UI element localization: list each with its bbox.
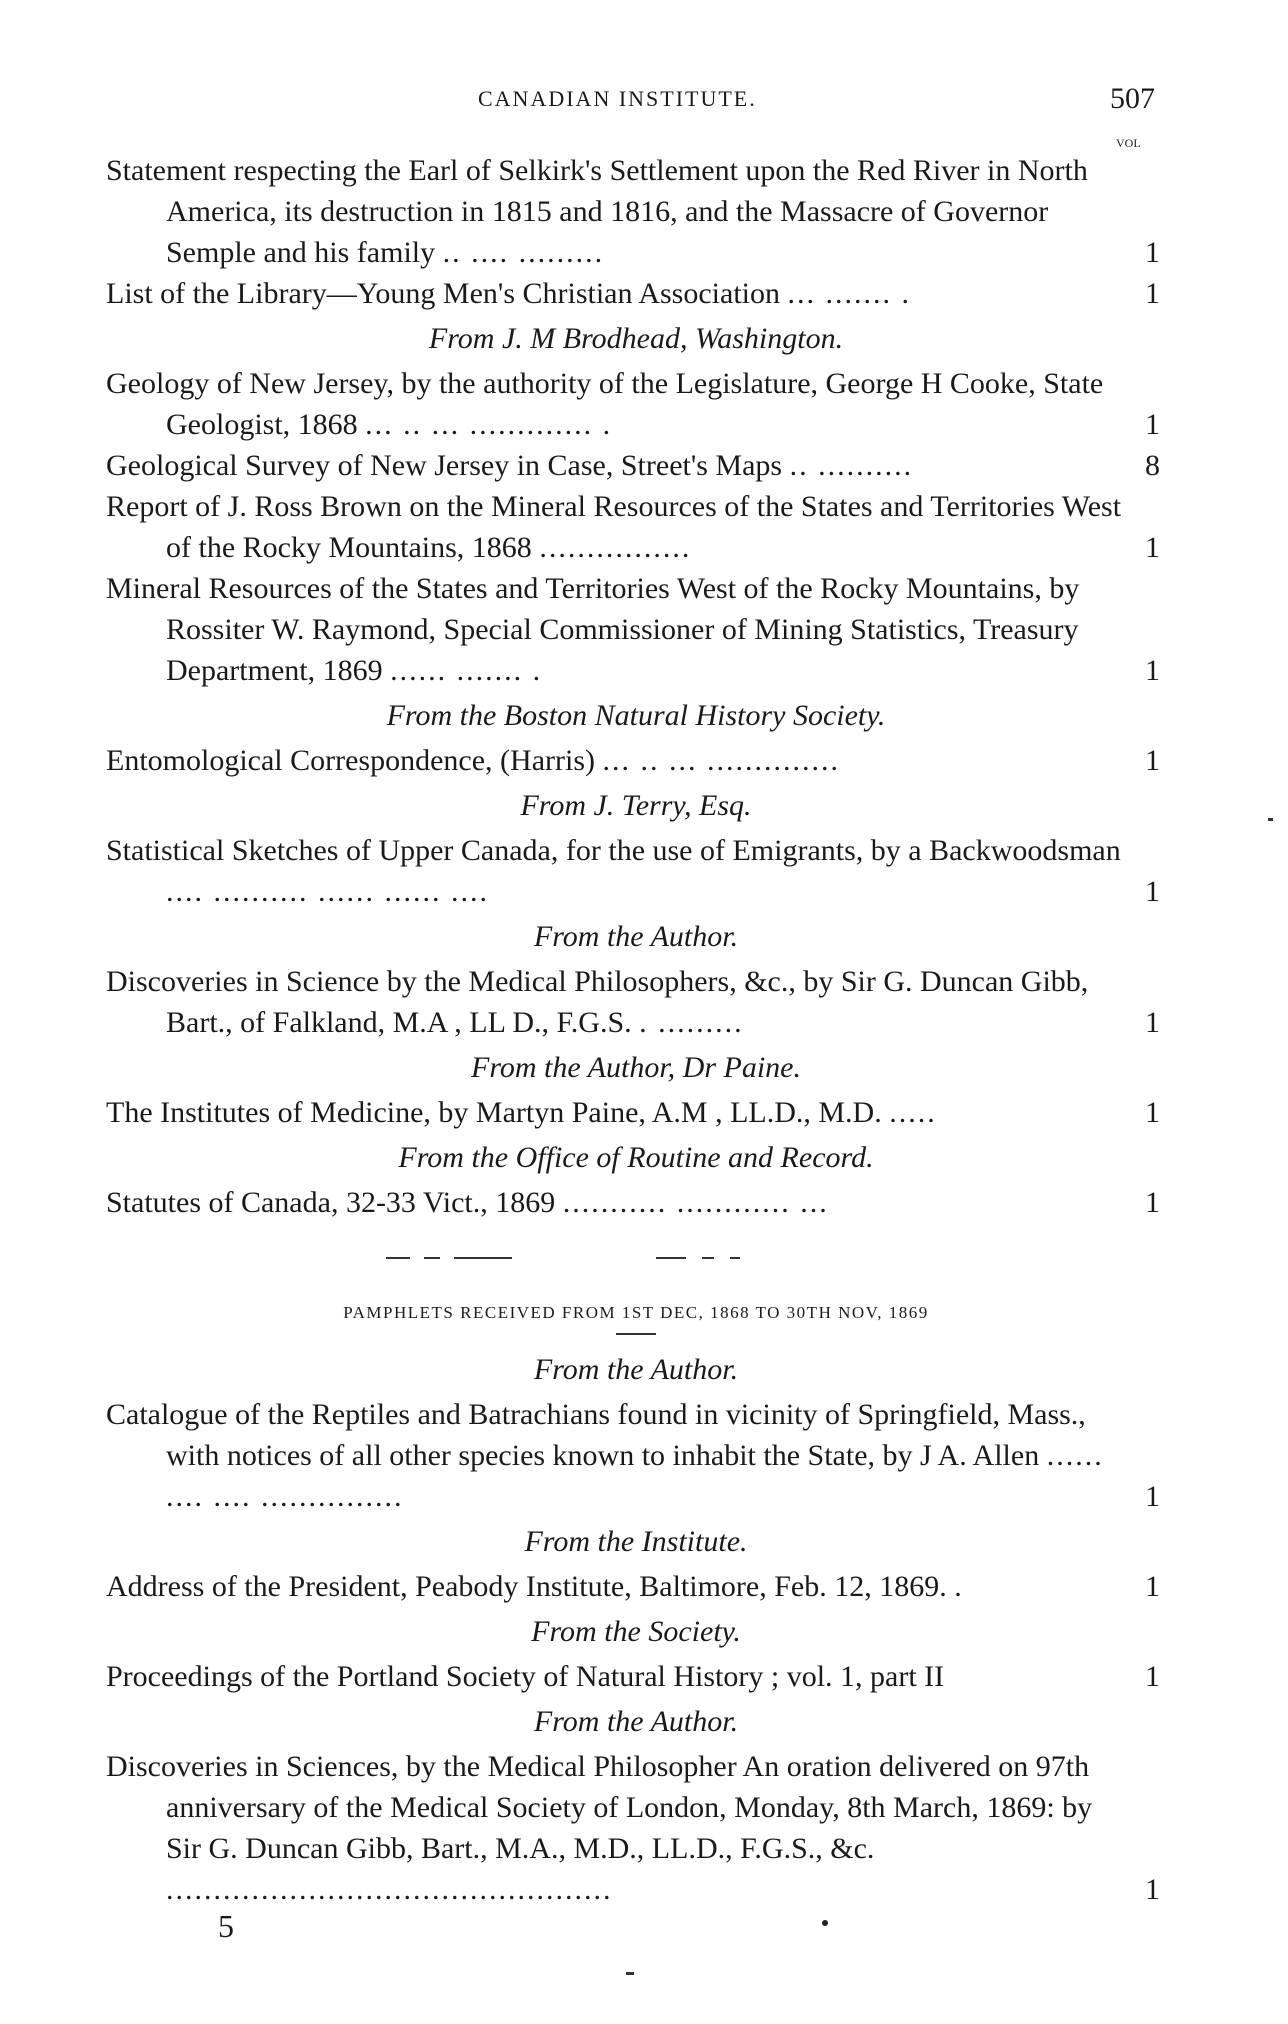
volume-count: 1 [1145, 236, 1160, 269]
dot-leader: . ......... [639, 1006, 744, 1039]
entry-title-text: Discoveries in Science by the Medical Philosophers, &c., by Sir G. Duncan Gibb, Bart., of Falkland, M.A , LL D., F.G.S. [106, 965, 1089, 1039]
entry-title [106, 1746, 1166, 1910]
entry-title [106, 150, 1166, 273]
entry-title-text: Geological Survey of New Jersey in Case, Street's Maps [106, 449, 783, 482]
catalogue-entry [106, 1092, 1166, 1133]
section-divider [106, 1223, 1166, 1291]
entry-title-text: Statistical Sketches of Upper Canada, for the use of Emigrants, by a Backwoodsman [106, 834, 1121, 867]
dot-leader: ...... ....... . [390, 654, 543, 687]
catalogue-entry [106, 1746, 1166, 1910]
entry-title [106, 1566, 1166, 1607]
dot-leader: . [954, 1570, 964, 1603]
catalogue-entry [106, 150, 1166, 273]
entry-title-text: Mineral Resources of the States and Territories West of the Rocky Mountains, by Rossiter W. Raymond, Special Commissioner of Mining Statistics, Treasury Department, 1869 [106, 572, 1080, 687]
donor-heading: From the Author. [533, 920, 739, 953]
volume-count: 1 [1145, 744, 1160, 777]
volume-count: 1 [1145, 1006, 1160, 1039]
donor-heading: From the Boston Natural History Society. [386, 699, 886, 732]
catalogue-entry [106, 1182, 1166, 1223]
dot-leader: ................ [539, 531, 692, 564]
dot-leader: .. .......... [789, 449, 914, 482]
dot-leader: ...... .... .... ............... [166, 1439, 1104, 1513]
library-donations [106, 150, 1166, 1223]
donations-list [106, 150, 1166, 1910]
catalogue-entry [106, 568, 1166, 691]
dot-leader: ........... ............ ... [562, 1186, 829, 1219]
entry-title [106, 830, 1166, 912]
entry-title [106, 568, 1166, 691]
dot-leader: ... .. ... ............. . [365, 408, 613, 441]
donor-heading: From J. Terry, Esq. [520, 789, 752, 822]
dot-leader: ... ....... . [787, 277, 911, 310]
catalogue-entry [106, 1566, 1166, 1607]
dot-leader: .. .... ......... [442, 236, 605, 269]
catalogue-entry [106, 486, 1166, 568]
catalogue-entry [106, 273, 1166, 314]
donor-heading: From J. M Brodhead, Washington. [428, 322, 844, 355]
entry-title [106, 961, 1166, 1043]
page-number: 507 [1110, 82, 1155, 115]
donor-heading: From the Institute. [524, 1525, 748, 1558]
catalogue-entry [106, 1656, 1166, 1697]
entry-title-text: Discoveries in Sciences, by the Medical Philosopher An oration delivered on 97th anniversary of the Medical Society of London, Monday, 8th March, 1869: by Sir G. Duncan Gibb, Bart., M.A., M.D., LL.D., F.G.S., &c. [106, 1750, 1093, 1865]
entry-title-text: Statutes of Canada, 32-33 Vict., 1869 [106, 1186, 556, 1219]
donor-heading: From the Author. [533, 1353, 739, 1386]
entry-title [106, 740, 1166, 781]
volume-count: 1 [1145, 1186, 1160, 1219]
entry-title-text: Proceedings of the Portland Society of Natural History ; vol. 1, part II [106, 1660, 945, 1693]
catalogue-entry [106, 1394, 1166, 1517]
entry-title [106, 486, 1166, 568]
volume-count: 1 [1145, 1570, 1160, 1603]
entry-title [106, 1394, 1166, 1517]
dot-leader: ..... [889, 1096, 937, 1129]
volume-count: 1 [1145, 654, 1160, 687]
column-heading-vol: VOL [1116, 136, 1141, 150]
volume-count: 1 [1145, 1873, 1160, 1906]
entry-title [106, 1182, 1166, 1223]
dot-leader: ............................................... [166, 1873, 613, 1906]
entry-title-text: List of the Library—Young Men's Christian Association [106, 277, 780, 310]
volume-count: 1 [1145, 531, 1160, 564]
entry-title [106, 445, 1166, 486]
volume-count: 1 [1145, 277, 1160, 310]
entry-title [106, 363, 1166, 445]
dot-leader: .... .......... ...... ...... .... [166, 875, 489, 908]
signature-mark: 5 [218, 1908, 234, 1944]
entry-title-text: Address of the President, Peabody Institute, Baltimore, Feb. 12, 1869. [106, 1570, 947, 1603]
volume-count: 8 [1145, 449, 1160, 482]
entry-title-text: Geology of New Jersey, by the authority of the Legislature, George H Cooke, State Geologist, 1868 [106, 367, 1104, 441]
volume-count: 1 [1145, 1096, 1160, 1129]
entry-title-text: Report of J. Ross Brown on the Mineral Resources of the States and Territories West of the Rocky Mountains, 1868 [106, 490, 1122, 564]
volume-count: 1 [1145, 408, 1160, 441]
pamphlet-donations [106, 1345, 1166, 1910]
entry-title-text: Catalogue of the Reptiles and Batrachians found in vicinity of Springfield, Mass., with notices of all other species known to inhabit the State, by J A. Allen [106, 1398, 1086, 1472]
running-header [0, 82, 1288, 122]
entry-title-text: Entomological Correspondence, (Harris) [106, 744, 596, 777]
entry-title [106, 273, 1166, 314]
donor-heading: From the Society. [531, 1615, 741, 1648]
entry-title [106, 1092, 1166, 1133]
pamphlets-heading: PAMPHLETS RECEIVED FROM 1ST DEC, 1868 TO 30TH NOV, 1869 [343, 1303, 929, 1322]
donor-heading: From the Office of Routine and Record. [398, 1141, 874, 1174]
catalogue-entry [106, 445, 1166, 486]
volume-count: 1 [1145, 1480, 1160, 1513]
ink-speck [1268, 818, 1273, 821]
dot-leader: ... .. ... .............. [602, 744, 841, 777]
entry-title-text: The Institutes of Medicine, by Martyn Paine, A.M , LL.D., M.D. [106, 1096, 882, 1129]
running-title: CANADIAN INSTITUTE. [478, 86, 757, 111]
catalogue-entry [106, 740, 1166, 781]
donor-heading: From the Author, Dr Paine. [471, 1051, 801, 1084]
volume-count: 1 [1145, 875, 1160, 908]
ink-speck [822, 1920, 828, 1926]
volume-count: 1 [1145, 1660, 1160, 1693]
catalogue-entry [106, 961, 1166, 1043]
entry-title [106, 1656, 1166, 1697]
heading-rule [616, 1333, 656, 1335]
donor-heading: From the Author. [533, 1705, 739, 1738]
catalogue-entry [106, 363, 1166, 445]
ink-speck [626, 1972, 634, 1975]
entry-title-text: Statement respecting the Earl of Selkirk's Settlement upon the Red River in North America, its destruction in 1815 and 1816, and the Massacre of Governor Semple and his family [106, 154, 1088, 269]
catalogue-entry [106, 830, 1166, 912]
